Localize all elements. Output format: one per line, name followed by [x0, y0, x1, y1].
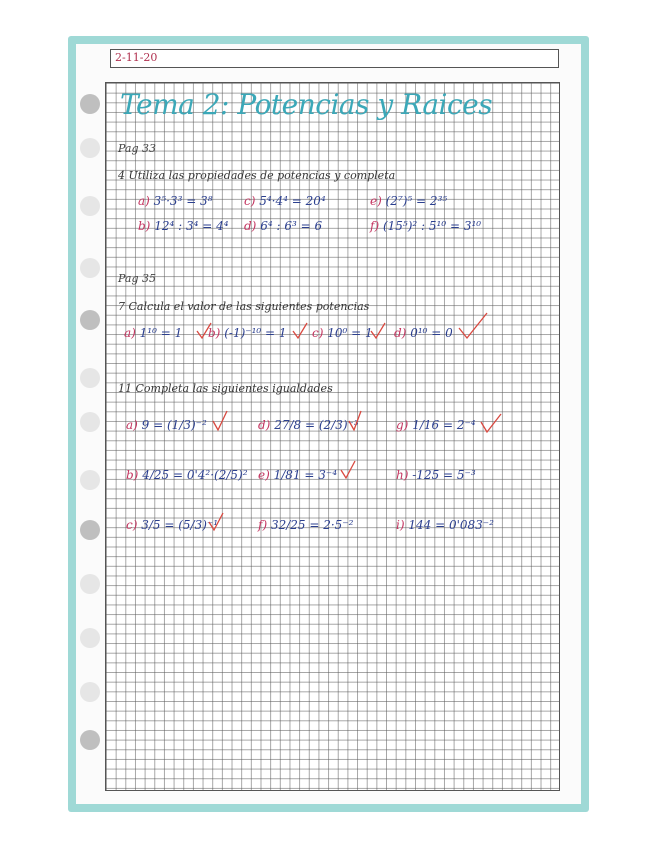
exercise-item: b) 4/25 = 0'4²·(2/5)²: [126, 468, 248, 482]
check-mark-icon: [292, 322, 308, 340]
exercise-item: d) 27/8 = (2/3)⁻³: [258, 418, 359, 432]
exercise-item: a) 9 = (1/3)⁻²: [126, 418, 207, 432]
check-mark-icon: [340, 460, 356, 480]
binder-hole: [80, 94, 100, 114]
exercise-item: h) -125 = 5⁻³: [396, 468, 476, 482]
binder-hole: [80, 196, 100, 216]
binder-hole: [80, 628, 100, 648]
exercise-item: b) 12⁴ : 3⁴ = 4⁴: [138, 219, 229, 233]
check-mark-icon: [208, 512, 224, 532]
exercise-item: f) (15⁵)² : 5¹⁰ = 3¹⁰: [370, 219, 482, 233]
page-reference: Pag 33: [118, 142, 157, 155]
exercise-item: c) 5⁴·4⁴ = 20⁴: [244, 194, 326, 208]
page-reference: Pag 35: [118, 272, 157, 285]
exercise-item: a) 1¹⁰ = 1: [124, 326, 183, 340]
binder-hole: [80, 470, 100, 490]
binder-hole: [80, 368, 100, 388]
check-mark-icon: [480, 412, 502, 434]
binder-hole: [80, 310, 100, 330]
binder-hole: [80, 574, 100, 594]
check-mark-icon: [458, 312, 488, 340]
date-bar: [110, 49, 559, 68]
check-mark-icon: [196, 322, 212, 340]
exercise-item: d) 0¹⁰ = 0: [394, 326, 453, 340]
page-title: Tema 2: Potencias y Raices: [120, 88, 493, 121]
binder-hole: [80, 258, 100, 278]
exercise-instruction: 4 Utiliza las propiedades de potencias y completa: [118, 169, 396, 182]
exercise-item: e) (2⁷)⁵ = 2³⁵: [370, 194, 448, 208]
exercise-item: f) 32/25 = 2·5⁻²: [258, 518, 354, 532]
exercise-item: a) 3⁵·3³ = 3⁸: [138, 194, 213, 208]
exercise-item: c) 10⁰ = 1: [312, 326, 373, 340]
exercise-instruction: 11 Completa las siguientes igualdades: [118, 382, 333, 395]
exercise-item: i) 144 = 0'083⁻²: [396, 518, 494, 532]
exercise-item: b) (-1)⁻¹⁰ = 1: [208, 326, 287, 340]
check-mark-icon: [348, 410, 362, 432]
binder-hole: [80, 520, 100, 540]
graph-paper-grid: [105, 82, 560, 791]
exercise-item: g) 1/16 = 2⁻⁴: [396, 418, 476, 432]
binder-hole: [80, 138, 100, 158]
binder-hole: [80, 412, 100, 432]
date-text: 2-11-20: [115, 51, 158, 64]
binder-hole: [80, 730, 100, 750]
exercise-item: c) 3/5 = (5/3)⁻¹: [126, 518, 219, 532]
exercise-instruction: 7 Calcula el valor de las siguientes potencias: [118, 300, 370, 313]
check-mark-icon: [212, 410, 228, 432]
binder-hole: [80, 682, 100, 702]
exercise-item: d) 6⁴ : 6³ = 6: [244, 219, 323, 233]
check-mark-icon: [370, 322, 386, 340]
exercise-item: e) 1/81 = 3⁻⁴: [258, 468, 338, 482]
